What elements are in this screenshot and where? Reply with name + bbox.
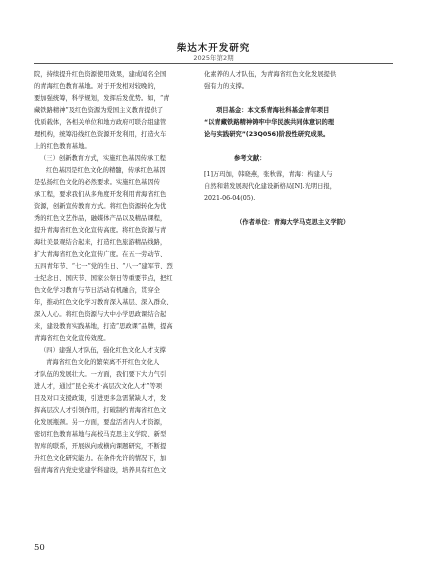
reference-entry: [1]万玛加，韩晓燕，张秋蓉，青海：构建人与 xyxy=(204,171,333,178)
references-heading: 参考文献： xyxy=(234,155,266,162)
text-line: 五四青年节、“七一”党的生日、“八一”建军节、烈 xyxy=(34,263,173,270)
text-line: 资源，创新宣传教育方式。将红色资源转化为优 xyxy=(34,203,167,210)
text-line: 上的红色教育基地。 xyxy=(34,143,91,150)
text-line: 藏铁路精神”及红色资源为爱国主义教育提供了 xyxy=(34,107,164,114)
text-line: 优质载体，各相关单位和地方政府可联合组建管 xyxy=(34,119,167,126)
text-line: 的青海红色教育基地。对于开发相对较晚的， xyxy=(34,83,160,90)
text-line: 理机构，统筹沿线红色资源开发利用，打造火车 xyxy=(34,131,167,138)
text-line: 承工程，要求我们从多角度开发利用青海省红色 xyxy=(34,191,167,198)
text-line: 秀的红色文艺作品，融媒体产品以及精品课程， xyxy=(34,215,167,222)
text-line: 目及对口支援政策，引进更多急需紧缺人才，发 xyxy=(34,395,167,402)
text-line: 强青海省内党史党建学科建设，培养具有红色文 xyxy=(34,467,167,474)
text-line: 化发展瓶颈。另一方面，要盘活省内人才资源， xyxy=(34,419,167,426)
text-line: 深入人心。将红色资源与大中小学思政课结合起 xyxy=(34,311,167,318)
text-line: 青海省红色文化宣传效度。 xyxy=(34,335,110,342)
fund-note: 论与实践研究”(23Q056)阶段性研究成果。 xyxy=(204,131,330,138)
page-number: 50 xyxy=(34,543,45,553)
fund-note: 项目基金：本文系青海社科基金青年项目 xyxy=(216,107,330,114)
text-line: 进人才，通过“昆仑英才·高层次文化人才”等项 xyxy=(34,383,163,390)
text-line: 挥高层次人才引领作用，打破制约青海省红色文 xyxy=(34,407,167,414)
text-line: 士纪念日、国庆节、国家公祭日等重要节点，把红 xyxy=(34,275,173,282)
text-line: 红色基因是红色文化的精髓，传承红色基因 xyxy=(46,167,166,174)
text-line: 智库的联系，开展纵向或横向课题研究，不断提 xyxy=(34,443,167,450)
text-line: 扩大青海省红色文化宣传广度。在五一劳动节、 xyxy=(34,251,167,258)
text-line: 色文化学习教育与节日活动有机融合，贯穿全 xyxy=(34,287,160,294)
section-heading: （三）创新教育方式，实施红色基因传承工程 xyxy=(40,155,166,162)
text-line: 才队伍的发展壮大。一方面，我们要下大力气引 xyxy=(34,371,167,378)
journal-issue: 2025年第2期 xyxy=(193,54,234,62)
text-line: 海壮美景观结合起来，打造红色旅游精品线路， xyxy=(34,239,167,246)
text-line: 提升青海省红色文化宣传高度。将红色资源与青 xyxy=(34,227,167,234)
text-line: 化素养的人才队伍，为青海省红色文化发展提供 xyxy=(204,71,337,78)
reference-entry: 2021-06-04(05). xyxy=(204,195,256,202)
text-line: 升红色文化研究能力。在条件允许的情况下，加 xyxy=(34,455,167,462)
fund-note: “以青藏铁路精神铸牢中华民族共同体意识的理 xyxy=(204,119,335,126)
text-line: 院，持续提升红色资源使用效果，建成闻名全国 xyxy=(34,71,167,78)
journal-title: 柴达木开发研究 xyxy=(176,43,251,54)
text-line: 要加强统筹，科学规划，发挥后发优势。如，“青 xyxy=(34,95,170,102)
text-line: 强有力的支撑。 xyxy=(204,83,249,90)
text-line: 青海省红色文化的繁荣离不开红色文化人 xyxy=(46,359,160,366)
text-line: 是弘扬红色文化的必然要求。实施红色基因传 xyxy=(34,179,160,186)
header-rule xyxy=(34,63,393,64)
section-heading: （四）建强人才队伍，强化红色文化人才支撑 xyxy=(40,347,166,354)
text-line: 年，推动红色文化学习教育深入基层、深入群众、 xyxy=(34,299,173,306)
text-line: 来，建设教育实践基地，打造“思政课”品牌，提高 xyxy=(34,323,173,330)
reference-entry: 自然和谐发展现代化建设新格局[N].光明日报， xyxy=(204,183,337,190)
text-line: 密切红色教育基地与高校马克思主义学院、新型 xyxy=(34,431,167,438)
author-affiliation: （作者单位：青海大学马克思主义学院） xyxy=(236,219,350,226)
